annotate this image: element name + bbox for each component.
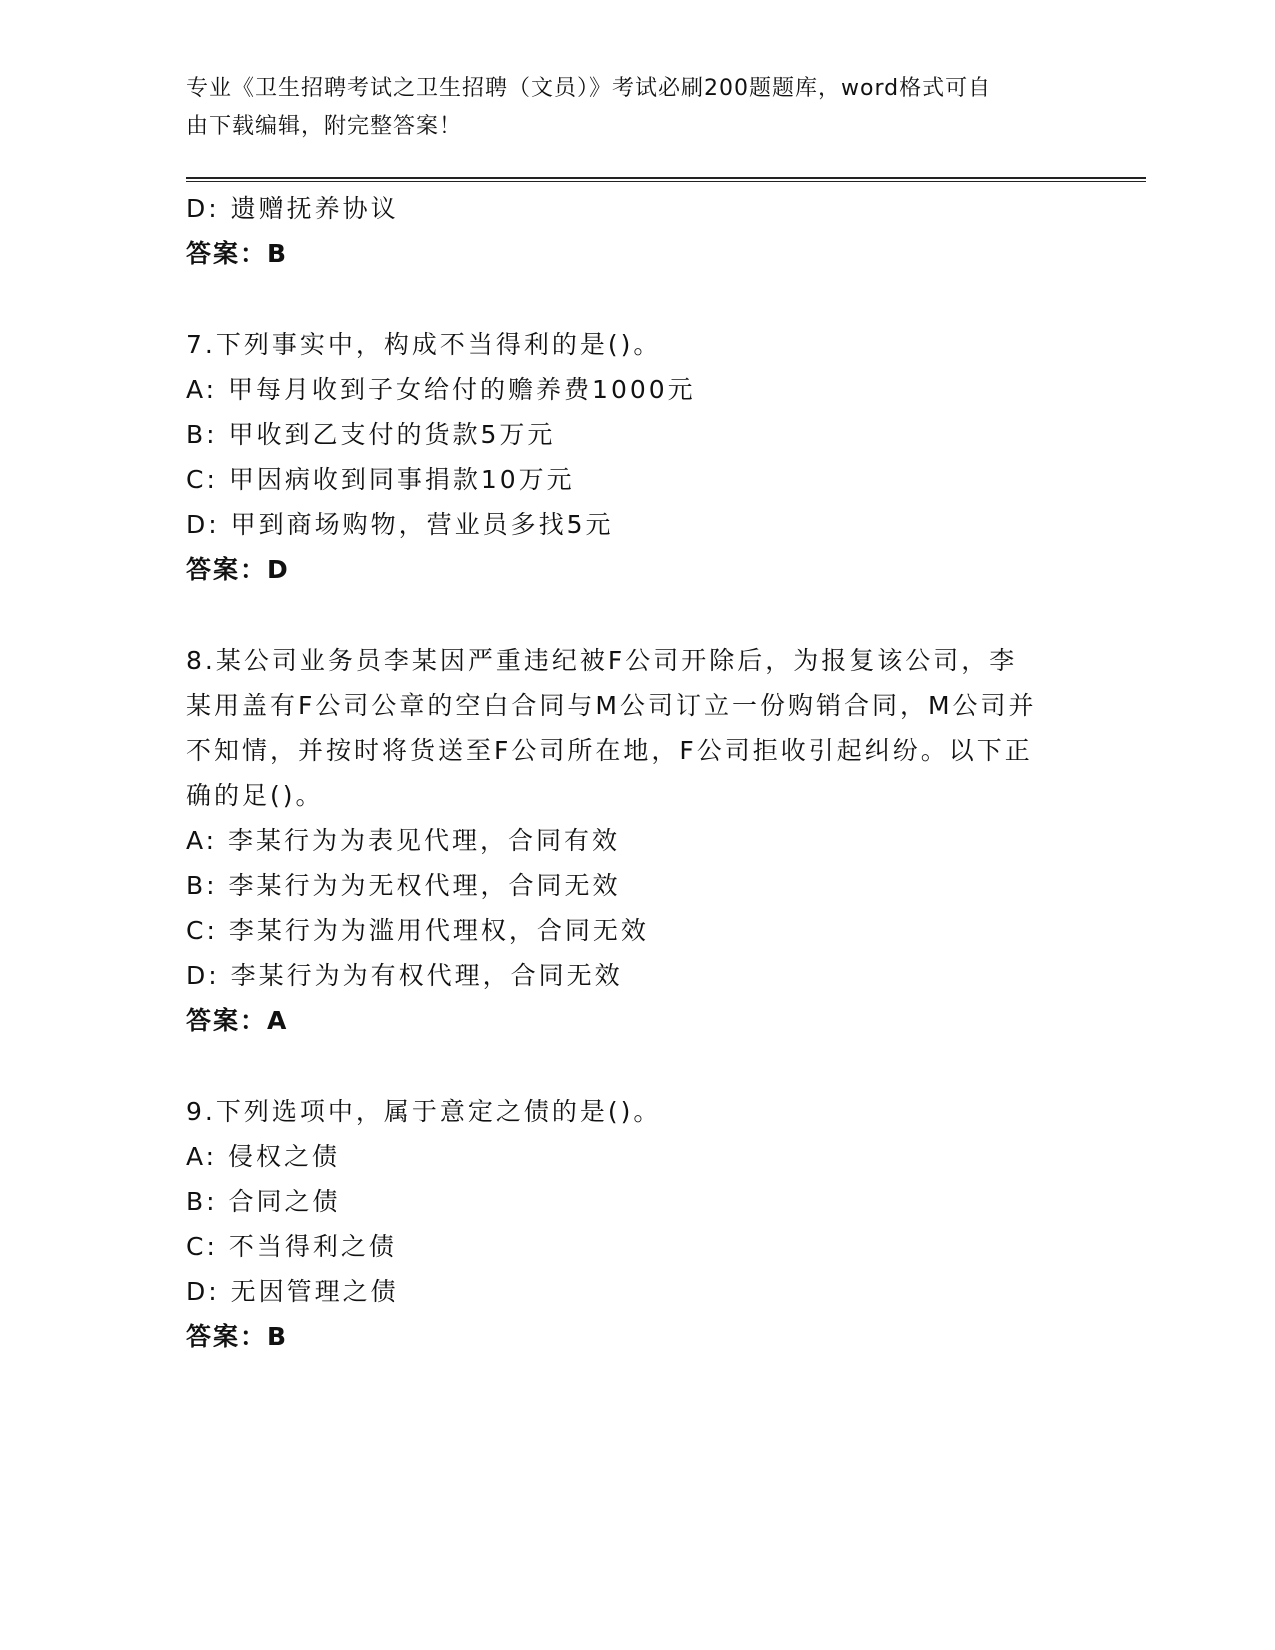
option-c: C: 甲因病收到同事捐款10万元 <box>186 465 575 494</box>
answer-label: 答案：B <box>186 1322 289 1351</box>
question-9 <box>186 1089 1106 1359</box>
option-d: D: 李某行为为有权代理，合同无效 <box>186 961 623 990</box>
option-a: A: 甲每月收到子女给付的赡养费1000元 <box>186 375 696 404</box>
option-c: C: 不当得利之债 <box>186 1232 397 1261</box>
option-b: B: 李某行为为无权代理，合同无效 <box>186 871 621 900</box>
header-divider <box>186 177 1146 182</box>
document-body <box>186 186 1106 1359</box>
question-stem-line-3: 不知情，并按时将货送至F公司所在地，F公司拒收引起纠纷。以下正 <box>186 736 1033 765</box>
option-b: B: 甲收到乙支付的货款5万元 <box>186 420 556 449</box>
option-d: D: 甲到商场购物，营业员多找5元 <box>186 510 614 539</box>
question-stem-line-1: 8.某公司业务员李某因严重违纪被F公司开除后，为报复该公司，李 <box>186 646 1018 675</box>
spacer <box>186 1043 1106 1089</box>
answer-label: 答案：D <box>186 555 290 584</box>
option-a: A: 李某行为为表见代理，合同有效 <box>186 826 621 855</box>
header-line-1: 专业《卫生招聘考试之卫生招聘（文员）》考试必刷200题题库，word格式可自 <box>186 76 992 101</box>
option-c: C: 李某行为为滥用代理权，合同无效 <box>186 916 649 945</box>
spacer <box>186 276 1106 322</box>
spacer <box>186 592 1106 638</box>
previous-question-tail <box>186 186 1106 276</box>
question-stem-line-4: 确的足()。 <box>186 781 324 810</box>
document-header <box>186 70 1066 146</box>
option-a: A: 侵权之债 <box>186 1142 341 1171</box>
header-line-2: 由下载编辑，附完整答案！ <box>186 114 463 139</box>
question-8 <box>186 638 1106 1043</box>
option-d: D: 遗赠抚养协议 <box>186 194 399 223</box>
answer-label: 答案：B <box>186 239 289 268</box>
question-7 <box>186 322 1106 592</box>
option-d: D: 无因管理之债 <box>186 1277 399 1306</box>
question-stem-line-2: 某用盖有F公司公章的空白合同与M公司订立一份购销合同，M公司并 <box>186 691 1037 720</box>
option-b: B: 合同之债 <box>186 1187 341 1216</box>
question-stem: 9.下列选项中，属于意定之债的是()。 <box>186 1097 662 1126</box>
answer-label: 答案：A <box>186 1006 289 1035</box>
question-stem: 7.下列事实中，构成不当得利的是()。 <box>186 330 662 359</box>
